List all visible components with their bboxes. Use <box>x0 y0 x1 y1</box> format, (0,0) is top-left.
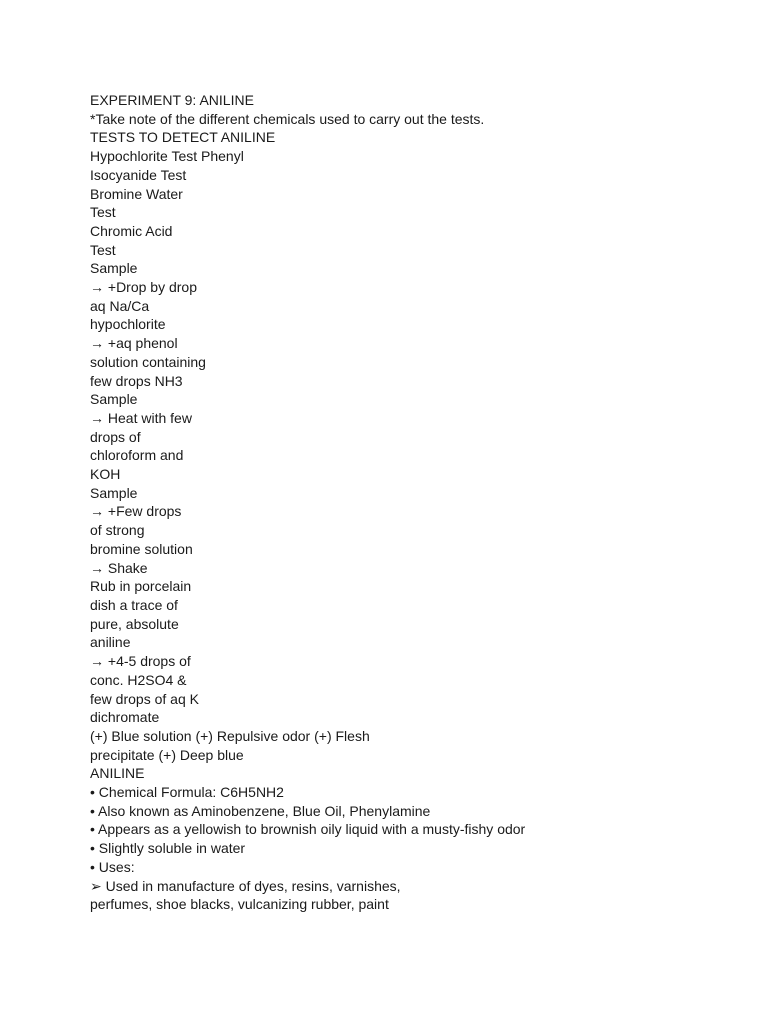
bullet-item: • Slightly soluble in water <box>90 840 246 857</box>
text-line: Sample <box>90 484 138 501</box>
text-line: conc. H2SO4 & <box>90 671 187 688</box>
text-line: solution containing <box>90 353 206 370</box>
text-line: of strong <box>90 522 145 539</box>
text-line: perfumes, shoe blacks, vulcanizing rubber, paint <box>90 896 389 913</box>
text-line: Test <box>90 241 116 258</box>
text-line: → +Drop by drop <box>90 279 197 296</box>
text-line: dish a trace of <box>90 596 178 613</box>
text-line: Isocyanide Test <box>90 166 187 183</box>
text-line: chloroform and <box>90 447 184 464</box>
results-line: (+) Blue solution (+) Repulsive odor (+) Flesh <box>90 727 370 744</box>
section-heading: TESTS TO DETECT ANILINE <box>90 129 276 146</box>
text-line: → +aq phenol <box>90 335 178 352</box>
text-line: → Heat with few <box>90 409 192 426</box>
bullet-item: • Chemical Formula: C6H5NH2 <box>90 784 284 801</box>
text-line: bromine solution <box>90 540 193 557</box>
text-line: drops of <box>90 428 141 445</box>
sub-bullet-item: ➢ Used in manufacture of dyes, resins, varnishes, <box>90 877 401 894</box>
section-heading: ANILINE <box>90 765 145 782</box>
text-line: few drops of aq K <box>90 690 199 707</box>
text-line: Bromine Water <box>90 185 183 202</box>
text-line: few drops NH3 <box>90 372 183 389</box>
text-line: Sample <box>90 391 138 408</box>
instruction-note: *Take note of the different chemicals used to carry out the tests. <box>90 110 485 127</box>
text-line: → Shake <box>90 559 148 576</box>
text-line: Chromic Acid <box>90 222 173 239</box>
text-line: Hypochlorite Test Phenyl <box>90 148 244 165</box>
text-line: → +Few drops <box>90 503 182 520</box>
text-line: KOH <box>90 466 121 483</box>
bullet-item: • Appears as a yellowish to brownish oily liquid with a musty-fishy odor <box>90 821 526 838</box>
experiment-title: EXPERIMENT 9: ANILINE <box>90 92 254 108</box>
text-line: Test <box>90 204 116 221</box>
text-line: dichromate <box>90 709 160 726</box>
bullet-item: • Uses: <box>90 858 135 875</box>
text-line: Rub in porcelain <box>90 578 192 595</box>
text-line: hypochlorite <box>90 316 166 333</box>
text-line: aniline <box>90 634 131 651</box>
text-line: → +4-5 drops of <box>90 653 191 670</box>
bullet-item: • Also known as Aminobenzene, Blue Oil, Phenylamine <box>90 802 431 819</box>
document-body <box>90 91 730 914</box>
text-line: Sample <box>90 260 138 277</box>
results-line: precipitate (+) Deep blue <box>90 746 244 763</box>
text-line: pure, absolute <box>90 615 179 632</box>
text-line: aq Na/Ca <box>90 297 150 314</box>
